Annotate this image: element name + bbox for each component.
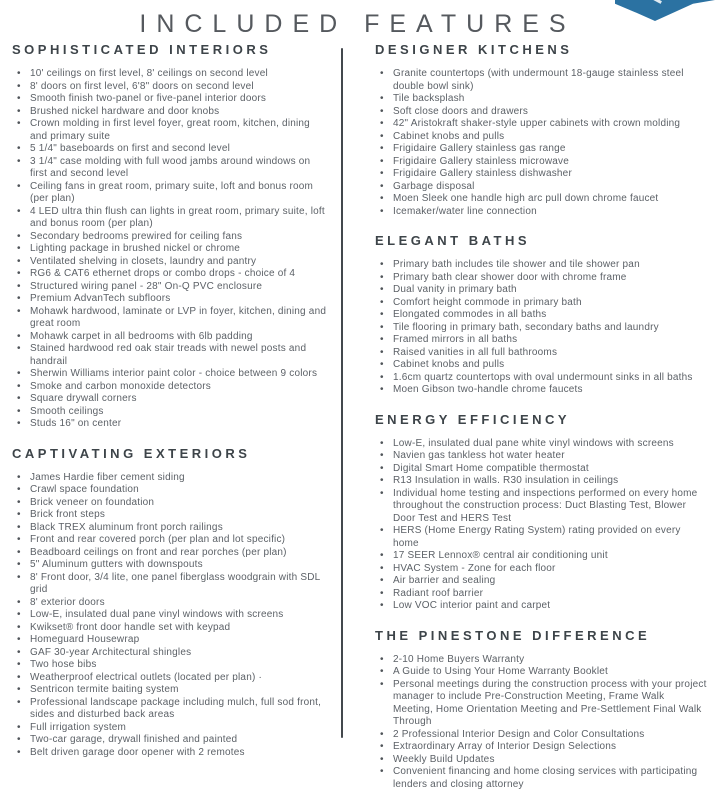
feature-section <box>375 628 707 791</box>
list-item: • Low-E, insulated dual pane white vinyl windows with screens <box>391 438 707 451</box>
list-item: • Ceiling fans in great room, primary suite, loft and bonus room (per plan) <box>28 181 327 206</box>
list-item: • 42" Aristokraft shaker-style upper cabinets with crown molding <box>391 118 707 131</box>
feature-list <box>12 472 327 760</box>
list-item: • Moen Sleek one handle high arc pull down chrome faucet <box>391 193 707 206</box>
section-heading: CAPTIVATING EXTERIORS <box>12 446 327 461</box>
list-item: • Full irrigation system <box>28 722 327 735</box>
list-item: • 2 Professional Interior Design and Color Consultations <box>391 729 707 742</box>
list-item: • 5" Aluminum gutters with downspouts <box>28 559 327 572</box>
list-item: • HVAC System - Zone for each floor <box>391 563 707 576</box>
list-item: • Soft close doors and drawers <box>391 106 707 119</box>
section-heading: DESIGNER KITCHENS <box>375 42 707 57</box>
list-item: • Kwikset® front door handle set with keypad <box>28 622 327 635</box>
feature-section <box>12 42 327 431</box>
feature-columns <box>0 38 715 791</box>
list-item: • Raised vanities in all full bathrooms <box>391 347 707 360</box>
list-item: • Two-car garage, drywall finished and painted <box>28 734 327 747</box>
list-item: • Extraordinary Array of Interior Design Selections <box>391 741 707 754</box>
section-heading: SOPHISTICATED INTERIORS <box>12 42 327 57</box>
list-item: • Weekly Build Updates <box>391 754 707 767</box>
list-item: • HERS (Home Energy Rating System) rating provided on every home <box>391 525 707 550</box>
list-item: • Personal meetings during the construction process with your project manager to include Pre-Construction Meeting, Frame Walk Meeting, Home Orientation Meeting and Pre-Settlement Final Walk Through <box>391 679 707 729</box>
list-item: • James Hardie fiber cement siding <box>28 472 327 485</box>
list-item: • 10' ceilings on first level, 8' ceilings on second level <box>28 68 327 81</box>
list-item: • Navien gas tankless hot water heater <box>391 450 707 463</box>
list-item: • Brick veneer on foundation <box>28 497 327 510</box>
list-item: • 17 SEER Lennox® central air conditioning unit <box>391 550 707 563</box>
list-item: • Primary bath includes tile shower and tile shower pan <box>391 259 707 272</box>
list-item: • Frigidaire Gallery stainless dishwasher <box>391 168 707 181</box>
list-item: • 8' exterior doors <box>28 597 327 610</box>
column-left <box>0 38 341 791</box>
list-item: • Studs 16" on center <box>28 418 327 431</box>
section-heading: ELEGANT BATHS <box>375 233 707 248</box>
list-item: • Homeguard Housewrap <box>28 634 327 647</box>
list-item: • 2-10 Home Buyers Warranty <box>391 654 707 667</box>
list-item: • Black TREX aluminum front porch railings <box>28 522 327 535</box>
list-item: • Beadboard ceilings on front and rear porches (per plan) <box>28 547 327 560</box>
list-item: • Tile backsplash <box>391 93 707 106</box>
list-item: • Low-E, insulated dual pane vinyl windows with screens <box>28 609 327 622</box>
list-item: • Sentricon termite baiting system <box>28 684 327 697</box>
list-item: • Stained hardwood red oak stair treads with newel posts and handrail <box>28 343 327 368</box>
page-title: INCLUDED FEATURES <box>0 0 715 39</box>
list-item: • A Guide to Using Your Home Warranty Booklet <box>391 666 707 679</box>
list-item: • Crawl space foundation <box>28 484 327 497</box>
list-item: • Lighting package in brushed nickel or chrome <box>28 243 327 256</box>
list-item: • Garbage disposal <box>391 181 707 194</box>
list-item: • 1.6cm quartz countertops with oval undermount sinks in all baths <box>391 372 707 385</box>
list-item: • Cabinet knobs and pulls <box>391 131 707 144</box>
list-item: • Weatherproof electrical outlets (located per plan) · <box>28 672 327 685</box>
list-item: • Brushed nickel hardware and door knobs <box>28 106 327 119</box>
list-item: • Structured wiring panel - 28" On-Q PVC enclosure <box>28 281 327 294</box>
list-item: • Two hose bibs <box>28 659 327 672</box>
feature-list <box>375 68 707 218</box>
list-item: • R13 Insulation in walls. R30 insulation in ceilings <box>391 475 707 488</box>
list-item: • Smoke and carbon monoxide detectors <box>28 381 327 394</box>
list-item: • Dual vanity in primary bath <box>391 284 707 297</box>
feature-list <box>375 654 707 791</box>
list-item: • Elongated commodes in all baths <box>391 309 707 322</box>
list-item: • 5 1/4" baseboards on first and second level <box>28 143 327 156</box>
section-heading: ENERGY EFFICIENCY <box>375 412 707 427</box>
list-item: • 3 1/4" case molding with full wood jambs around windows on first and second level <box>28 156 327 181</box>
list-item: • Tile flooring in primary bath, secondary baths and laundry <box>391 322 707 335</box>
list-item: • 4 LED ultra thin flush can lights in great room, primary suite, loft and bonus room (per plan) <box>28 206 327 231</box>
list-item: • Mohawk hardwood, laminate or LVP in foyer, kitchen, dining and great room <box>28 306 327 331</box>
list-item: • RG6 & CAT6 ethernet drops or combo drops - choice of 4 <box>28 268 327 281</box>
list-item: • Moen Gibson two-handle chrome faucets <box>391 384 707 397</box>
list-item: • Individual home testing and inspections performed on every home throughout the construction process: Duct Blasting Test, Blower Door Test and HERS Test <box>391 488 707 526</box>
list-item: • Primary bath clear shower door with chrome frame <box>391 272 707 285</box>
list-item: • Smooth ceilings <box>28 406 327 419</box>
feature-section <box>12 446 327 760</box>
list-item: • Secondary bedrooms prewired for ceiling fans <box>28 231 327 244</box>
list-item: • Cabinet knobs and pulls <box>391 359 707 372</box>
list-item: • Professional landscape package including mulch, full sod front, sides and disturbed back areas <box>28 697 327 722</box>
list-item: • Digital Smart Home compatible thermostat <box>391 463 707 476</box>
list-item: • Low VOC interior paint and carpet <box>391 600 707 613</box>
list-item: • Granite countertops (with undermount 18-gauge stainless steel double bowl sink) <box>391 68 707 93</box>
list-item: • Icemaker/water line connection <box>391 206 707 219</box>
list-item: • Smooth finish two-panel or five-panel interior doors <box>28 93 327 106</box>
feature-section <box>375 233 707 397</box>
feature-section <box>375 42 707 218</box>
list-item: • Front and rear covered porch (per plan and lot specific) <box>28 534 327 547</box>
list-item: • Framed mirrors in all baths <box>391 334 707 347</box>
list-item: • Brick front steps <box>28 509 327 522</box>
list-item: • Sherwin Williams interior paint color - choice between 9 colors <box>28 368 327 381</box>
list-item: • Convenient financing and home closing services with participating lenders and closing attorney <box>391 766 707 791</box>
list-item: • Ventilated shelving in closets, laundry and pantry <box>28 256 327 269</box>
list-item: • Crown molding in first level foyer, great room, kitchen, dining and primary suite <box>28 118 327 143</box>
list-item: • GAF 30-year Architectural shingles <box>28 647 327 660</box>
feature-list <box>12 68 327 431</box>
list-item: • 8' Front door, 3/4 lite, one panel fiberglass woodgrain with SDL grid <box>28 572 327 597</box>
list-item: • Radiant roof barrier <box>391 588 707 601</box>
list-item: • Belt driven garage door opener with 2 remotes <box>28 747 327 760</box>
list-item: • Air barrier and sealing <box>391 575 707 588</box>
list-item: • Square drywall corners <box>28 393 327 406</box>
list-item: • Mohawk carpet in all bedrooms with 6lb padding <box>28 331 327 344</box>
list-item: • 8' doors on first level, 6'8" doors on second level <box>28 81 327 94</box>
feature-list <box>375 438 707 613</box>
feature-list <box>375 259 707 397</box>
section-heading: THE PINESTONE DIFFERENCE <box>375 628 707 643</box>
column-right <box>341 38 715 791</box>
list-item: • Frigidaire Gallery stainless microwave <box>391 156 707 169</box>
list-item: • Frigidaire Gallery stainless gas range <box>391 143 707 156</box>
feature-section <box>375 412 707 613</box>
list-item: • Premium AdvanTech subfloors <box>28 293 327 306</box>
list-item: • Comfort height commode in primary bath <box>391 297 707 310</box>
